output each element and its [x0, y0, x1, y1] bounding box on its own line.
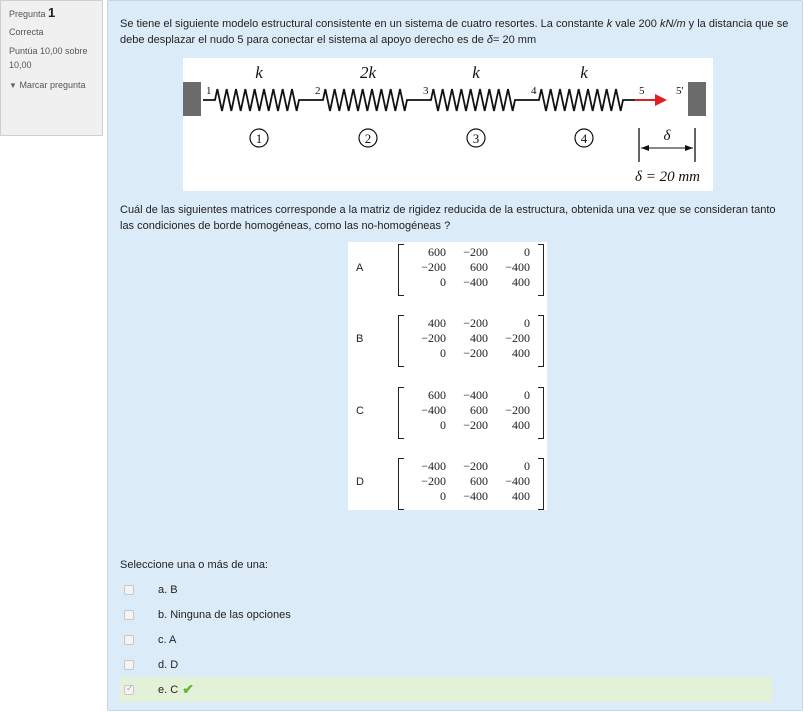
matrix-cell: 400	[512, 489, 530, 503]
question-state: Correcta	[9, 27, 44, 37]
node-label: 4	[531, 85, 537, 97]
right-bracket	[538, 458, 544, 510]
matrix-label: A	[356, 262, 364, 274]
correct-check-icon: ✔	[182, 681, 194, 697]
node-label: 3	[423, 85, 429, 97]
spring-constant-label: 2k	[359, 63, 377, 82]
question-info	[0, 0, 103, 136]
matrix-cell: 400	[470, 331, 488, 345]
delta-arrow-right	[685, 145, 693, 151]
element-label: 2	[364, 131, 372, 146]
left-support	[183, 82, 201, 116]
answer-label: a. B	[158, 583, 178, 596]
matrix-option-a	[348, 244, 547, 296]
delta-symbol: δ	[663, 128, 671, 144]
answer-label: c. A	[158, 633, 177, 646]
sub-question-text: Cuál de las siguientes matrices corresponde a la matriz de rigidez reducida de la estructura, obtenida una vez que se consideran tanto las condiciones de borde homogéneas, como las no-homogéneas ?	[120, 204, 776, 232]
matrix-cell: 0	[524, 245, 530, 259]
node-label: 5'	[676, 85, 684, 97]
right-bracket	[538, 244, 544, 296]
matrix-cell: 0	[440, 418, 446, 432]
question-text: Se tiene el siguiente modelo estructural consistente en un sistema de cuatro resortes. La constante k vale 200 kN/m y la distancia que se debe desplazar el nudo 5 para conectar el sistema al apoyo derecho es de δ= 20 mm	[120, 18, 789, 46]
matrix-cell: −400	[421, 403, 446, 417]
matrix-cell: −200	[421, 474, 446, 488]
matrix-cell: 0	[440, 489, 446, 503]
matrix-cell: 400	[512, 275, 530, 289]
question-content	[107, 0, 803, 711]
matrix-label: C	[356, 405, 364, 417]
matrix-option-d	[348, 458, 547, 510]
matrix-cell: −400	[463, 489, 488, 503]
displacement-arrow-head	[655, 94, 667, 106]
right-bracket	[538, 387, 544, 439]
matrix-cell: −200	[463, 459, 488, 473]
spring-4	[527, 89, 635, 111]
delta-arrow-left	[641, 145, 649, 151]
matrix-cell: −400	[421, 459, 446, 473]
answer-option-e[interactable]	[120, 677, 772, 702]
right-support	[688, 82, 706, 116]
node-label: 5	[639, 85, 645, 97]
spring-constant-label: k	[255, 63, 263, 82]
matrix-cell: 400	[512, 418, 530, 432]
spring-constant-label: k	[472, 63, 480, 82]
matrix-label: B	[356, 333, 364, 345]
element-label: 1	[255, 131, 263, 146]
answer-label: d. D	[158, 658, 179, 671]
answer-list	[120, 577, 772, 702]
delta-equation: δ = 20 mm	[635, 169, 701, 185]
matrix-cell: −200	[505, 331, 530, 345]
matrix-cell: 600	[470, 474, 488, 488]
matrix-cell: −200	[421, 260, 446, 274]
matrix-cell: −200	[505, 403, 530, 417]
spring-constant-label: k	[580, 63, 588, 82]
matrix-option-c	[348, 387, 547, 439]
answer-option-c[interactable]	[120, 627, 772, 652]
answer-option-a[interactable]	[120, 577, 772, 602]
spring-diagram	[183, 58, 713, 191]
answer-option-d[interactable]	[120, 652, 772, 677]
spring-1	[203, 89, 311, 111]
matrix-label: D	[356, 476, 364, 488]
matrix-cell: −400	[505, 474, 530, 488]
answer-checkbox-checked[interactable]	[124, 685, 134, 695]
spring-2	[311, 89, 419, 111]
flag-question-link[interactable]: ▼ Marcar pregunta	[9, 80, 86, 90]
answer-checkbox[interactable]	[124, 635, 134, 645]
matrix-option-b	[348, 315, 547, 367]
matrix-cell: −200	[463, 316, 488, 330]
answer-prompt: Seleccione una o más de una:	[120, 559, 268, 571]
flag-icon: ▼	[9, 81, 17, 90]
matrix-cell: −200	[421, 331, 446, 345]
matrix-cell: 0	[524, 388, 530, 402]
element-label: 3	[472, 131, 480, 146]
stiffness-matrix	[396, 458, 546, 510]
spring-3	[419, 89, 527, 111]
matrix-cell: 600	[470, 403, 488, 417]
matrix-cell: 0	[524, 459, 530, 473]
question-grade: Puntúa 10,00 sobre 10,00	[9, 46, 88, 70]
matrix-cell: −400	[463, 275, 488, 289]
matrix-cell: 0	[524, 316, 530, 330]
answer-label: b. Ninguna de las opciones	[158, 608, 291, 621]
question-number: Pregunta 1	[9, 5, 56, 20]
node-label: 1	[206, 85, 212, 97]
stiffness-matrix	[396, 315, 546, 367]
answer-checkbox[interactable]	[124, 660, 134, 670]
node-label: 2	[315, 85, 321, 97]
matrix-cell: 600	[470, 260, 488, 274]
matrix-cell: 0	[440, 346, 446, 360]
matrix-cell: −400	[505, 260, 530, 274]
stiffness-matrix	[396, 387, 546, 439]
matrix-cell: 0	[440, 275, 446, 289]
answer-checkbox[interactable]	[124, 585, 134, 595]
matrix-cell: 400	[428, 316, 446, 330]
matrix-cell: 600	[428, 245, 446, 259]
answer-label: e. C	[158, 683, 179, 696]
matrix-cell: −200	[463, 245, 488, 259]
matrix-cell: −400	[463, 388, 488, 402]
stiffness-matrix	[396, 244, 546, 296]
matrix-cell: −200	[463, 418, 488, 432]
matrix-cell: −200	[463, 346, 488, 360]
spring-model-figure	[183, 58, 713, 191]
answer-checkbox[interactable]	[124, 610, 134, 620]
matrix-cell: 400	[512, 346, 530, 360]
answer-option-b[interactable]	[120, 602, 772, 627]
element-label: 4	[580, 131, 588, 146]
matrix-options	[348, 242, 547, 510]
right-bracket	[538, 315, 544, 367]
matrix-cell: 600	[428, 388, 446, 402]
